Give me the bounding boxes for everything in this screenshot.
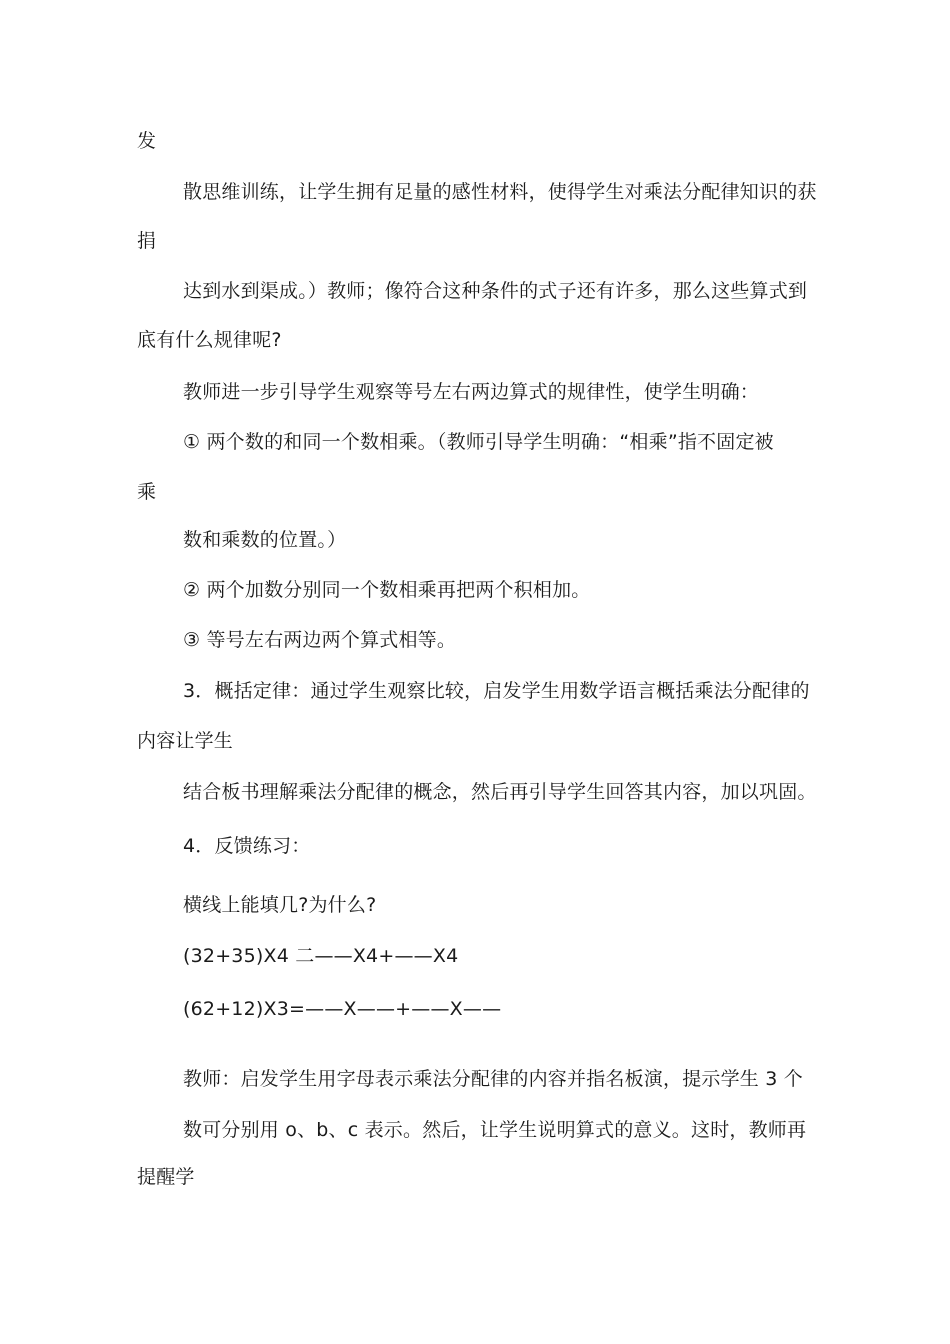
text-line: 捐 bbox=[137, 230, 157, 252]
text-line: 底有什么规律呢? bbox=[137, 329, 282, 351]
text-line: 结合板书理解乘法分配律的概念，然后再引导学生回答其内容，加以巩固。 bbox=[183, 781, 817, 803]
text-line: ③ 等号左右两边两个算式相等。 bbox=[183, 629, 457, 651]
text-line: 散思维训练，让学生拥有足量的感性材料，使得学生对乘法分配律知识的获 bbox=[183, 181, 817, 203]
text-line: 达到水到渠成。）教师；像符合这种条件的式子还有许多，那么这些算式到 bbox=[183, 280, 808, 302]
text-line: 横线上能填几?为什么? bbox=[183, 894, 377, 916]
text-line: 乘 bbox=[137, 481, 157, 503]
text-line: ① 两个数的和同一个数相乘。（教师引导学生明确：“相乘”指不固定被 bbox=[183, 431, 774, 453]
text-line: 3．概括定律：通过学生观察比较，启发学生用数学语言概括乘法分配律的 bbox=[183, 680, 810, 702]
text-line: ② 两个加数分别同一个数相乘再把两个积相加。 bbox=[183, 579, 591, 601]
text-line: 数可分别用 o、b、c 表示。然后，让学生说明算式的意义。这时，教师再 bbox=[183, 1119, 807, 1141]
text-line: 发 bbox=[137, 130, 157, 152]
math-expression: (62+12)X3=——X——+——X—— bbox=[183, 998, 502, 1020]
text-line: 数和乘数的位置。） bbox=[183, 529, 347, 551]
text-line: 4．反馈练习： bbox=[183, 835, 311, 857]
text-line: 提醒学 bbox=[137, 1166, 195, 1188]
text-line: 教师：启发学生用字母表示乘法分配律的内容并指名板演，提示学生 3 个 bbox=[183, 1068, 803, 1090]
math-expression: (32+35)X4 二——X4+——X4 bbox=[183, 945, 459, 967]
text-line: 内容让学生 bbox=[137, 730, 234, 752]
text-line: 教师进一步引导学生观察等号左右两边算式的规律性，使学生明确： bbox=[183, 381, 760, 403]
